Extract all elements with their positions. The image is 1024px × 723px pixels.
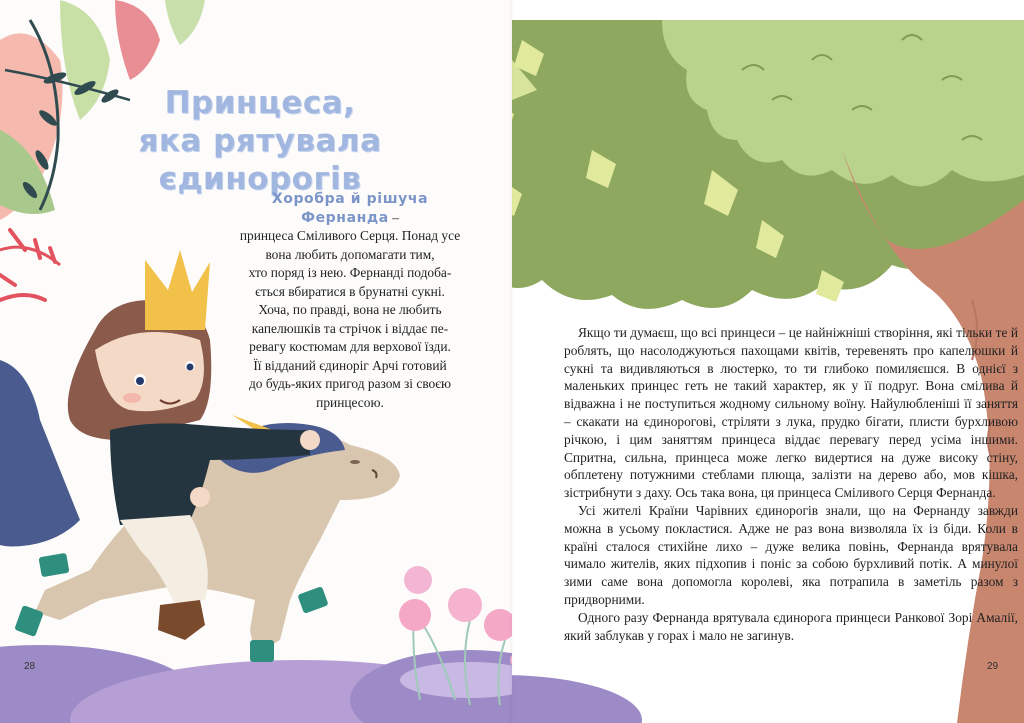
intro-line: ревагу костюмам для верхової їзди. [249, 339, 451, 354]
right-hill [512, 675, 642, 723]
title-line-2: яка рятувала єдинорогів [138, 123, 382, 197]
right-page [512, 0, 1024, 723]
story-paragraph: Одного разу Фернанда врятувала єдинорога принцеси Ранкової Зорі Амалії, який заблукав у горах і мало не загинув. [564, 609, 1018, 643]
intro-line: ється вбиратися в брунатні сукні. [255, 283, 445, 299]
intro-name-line-1: Хоробра й рішуча [271, 191, 429, 207]
intro-line: вона любить допомагати тим, [265, 246, 435, 262]
page-number-right: 29 [987, 661, 999, 672]
story-paragraph: Якщо ти думаєш, що всі принцеси – це найніжніші створіння, які тільки те й роблять, що насолоджуються пахощами квітів, теревенять про капелюшки й сукні та видивляються в люстерко, то ти глибоко помиляєшся. В однієї з маленьких принцес геть не такий характер, як у її подруг. Вона смілива й відважна і не поступиться жодному сильному воїну. Найулюбленіші її заняття – скакати на єдинорогові, стріляти з лука, прудко бігати, плисти бурхливою річкою, і цим заняттям принцеса віддає перевагу перед усіма іншими. Спритна, сильна, принцеса може легко видертися на дуже високу стіну, обплетену потужними стеблами плюща, залізти на дерево або, мов кішка, зістрибнути з даху. Ось така вона, ця принцеса Сміливого Серця Фернанда. [564, 325, 1018, 501]
blue-bush [0, 360, 80, 547]
intro-line: капелюшків та стрічок і віддає пе- [251, 320, 449, 336]
intro-name-dash: – [388, 209, 399, 225]
title-line-1: Принцеса, [164, 85, 356, 121]
intro-name-line-2: Фернанда [301, 209, 389, 226]
intro-line: Її відданий єдиноріг Арчі готовий [253, 357, 447, 373]
book-gutter [510, 0, 514, 723]
intro-line: принцесою. [316, 394, 384, 410]
intro-line: принцеса Сміливого Серця. Понад усе [239, 228, 461, 243]
story-body [564, 324, 1018, 644]
intro-line: до будь-яких пригод разом зі своєю [248, 376, 451, 391]
story-title [70, 84, 450, 198]
story-paragraph: Усі жителі Країни Чарівних єдинорогів знали, що на Фернанду завжди можна в усьому покластися. Адже не раз вона визволяла їх із біди. Коли в країні сталося стихійне лихо – дуже велика повінь, Фернанда врятувала чимало жителів, яких підхопив і поніс за собою бурхливий потік. А минулої зими саме вона допомогла королеві, яка потрапила в заметіль разом з придворними. [564, 502, 1018, 607]
character-intro [210, 190, 490, 412]
intro-line: хто поряд із нею. Фернанді подоба- [248, 265, 452, 280]
page-number-left: 28 [24, 661, 36, 672]
intro-line: Хоча, по правді, вона не любить [258, 302, 442, 317]
